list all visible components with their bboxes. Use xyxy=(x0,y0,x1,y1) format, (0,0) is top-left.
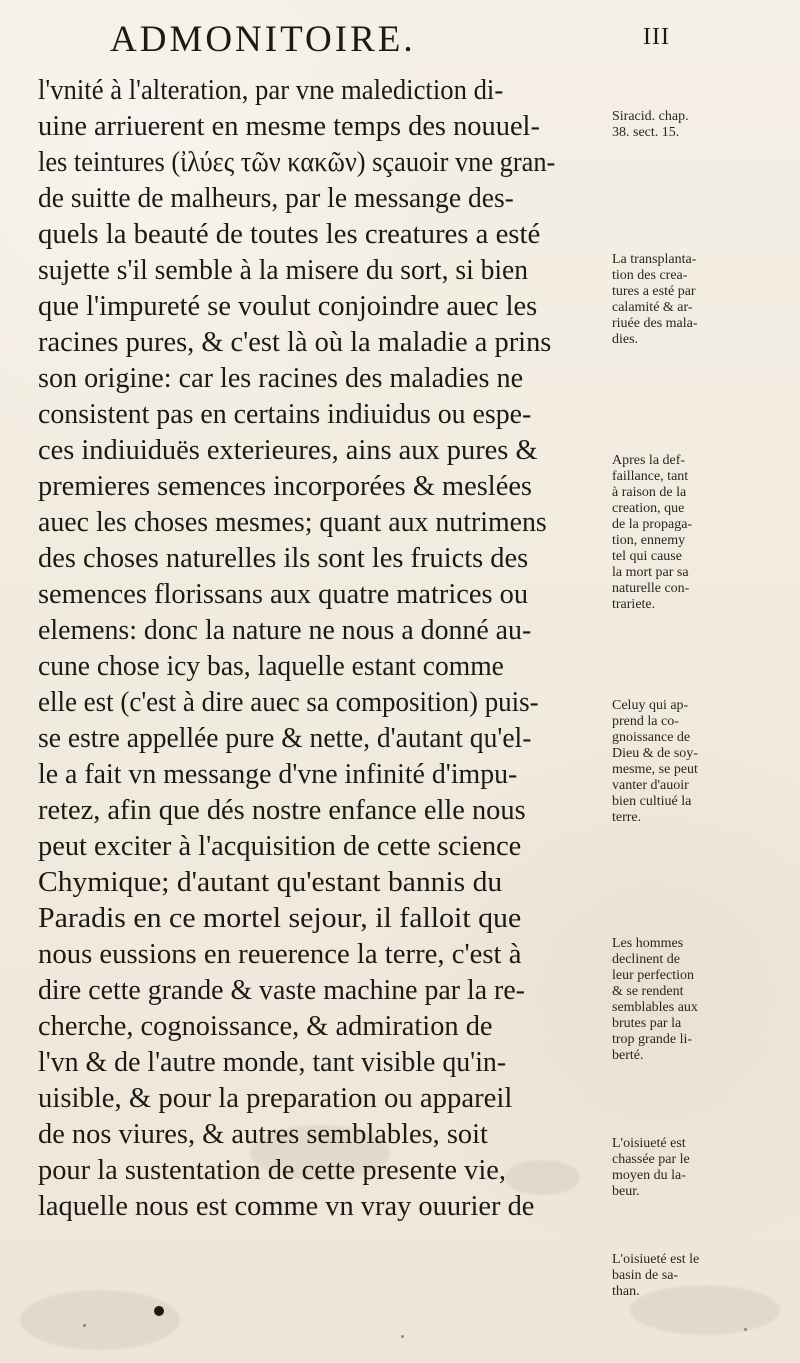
text-line: cherche, cognoissance, & admiration de xyxy=(38,1010,493,1042)
margin-note-line: de la propaga- xyxy=(612,517,693,532)
text-line: que l'impureté se voulut conjoindre auec les xyxy=(38,290,538,322)
text-line: son origine: car les racines des maladies ne xyxy=(38,362,524,394)
margin-note-line: tion, ennemy xyxy=(612,533,686,548)
margin-note-reference xyxy=(612,109,792,141)
margin-note-line: vanter d'auoir xyxy=(612,778,689,793)
margin-note-line: berté. xyxy=(612,1048,644,1063)
text-line: retez, afin que dés nostre enfance elle nous xyxy=(38,794,526,826)
paper-stain xyxy=(20,1290,180,1350)
text-line: peut exciter à l'acquisition de cette science xyxy=(38,830,522,862)
margin-note-line: leur perfection xyxy=(612,968,695,983)
margin-note-line: naturelle con- xyxy=(612,581,690,596)
text-line: auec les choses mesmes; quant aux nutrimens xyxy=(38,506,547,538)
margin-note-line: prend la co- xyxy=(612,714,679,729)
margin-note-line: L'oisiueté est xyxy=(612,1136,686,1151)
paper-speck xyxy=(744,1328,747,1331)
paper-speck xyxy=(83,1324,86,1327)
text-line: laquelle nous est comme vn vray ouurier de xyxy=(38,1190,535,1222)
text-line: cune chose icy bas, laquelle estant comme xyxy=(38,650,504,682)
margin-note-line: la mort par sa xyxy=(612,565,689,580)
margin-note-knowledge xyxy=(612,698,792,826)
margin-note-line: tion des crea- xyxy=(612,268,688,283)
text-line: elemens: donc la nature ne nous a donné au- xyxy=(38,614,532,646)
page-header xyxy=(110,18,670,60)
margin-note-line: creation, que xyxy=(612,501,685,516)
margin-note-line: terre. xyxy=(612,810,642,825)
margin-note-line: calamité & ar- xyxy=(612,300,693,315)
page-number: III xyxy=(643,24,670,50)
margin-note-line: Les hommes xyxy=(612,936,684,951)
margin-note-line: Celuy qui ap- xyxy=(612,698,689,713)
margin-note-line: La transplanta- xyxy=(612,252,697,267)
text-line: ces indiuiduës exterieures, ains aux pures & xyxy=(38,434,538,466)
paper-speck xyxy=(401,1335,404,1338)
text-line: dire cette grande & vaste machine par la re- xyxy=(38,974,525,1006)
text-line: premieres semences incorporées & meslées xyxy=(38,470,532,502)
margin-note-line: brutes par la xyxy=(612,1016,682,1031)
margin-note-line: than. xyxy=(612,1284,640,1299)
text-line: quels la beauté de toutes les creatures a esté xyxy=(38,218,541,250)
text-line: les teintures (ἰλύες τῶν κακῶν) sçauoir vne gran- xyxy=(38,146,556,178)
margin-note-line: Dieu & de soy- xyxy=(612,746,698,761)
text-line: uisible, & pour la preparation ou appareil xyxy=(38,1082,513,1114)
running-head: ADMONITOIRE. xyxy=(110,19,416,60)
text-line: l'vn & de l'autre monde, tant visible qu'in- xyxy=(38,1046,507,1078)
margin-note-line: beur. xyxy=(612,1184,640,1199)
margin-note-liberty xyxy=(612,936,792,1064)
margin-note-transplantation xyxy=(612,252,792,348)
margin-note-line: riuée des mala- xyxy=(612,316,698,331)
margin-note-idleness-satan xyxy=(612,1252,792,1300)
text-line: des choses naturelles ils sont les fruicts des xyxy=(38,542,529,574)
text-line: sujette s'il semble à la misere du sort, si bien xyxy=(38,254,529,286)
text-line: Paradis en ce mortel sejour, il falloit que xyxy=(38,902,522,934)
margin-note-line: trariete. xyxy=(612,597,656,612)
margin-note-line: Apres la def- xyxy=(612,453,686,468)
margin-note-line: tures a esté par xyxy=(612,284,696,299)
ink-blot xyxy=(154,1306,164,1316)
text-line: racines pures, & c'est là où la maladie a prins xyxy=(38,326,552,358)
text-line: uine arriuerent en mesme temps des nouuel- xyxy=(38,110,540,142)
margin-note-idleness-labor xyxy=(612,1136,792,1200)
margin-note-line: & se rendent xyxy=(612,984,684,999)
text-line: semences florissans aux quatre matrices ou xyxy=(38,578,529,610)
margin-note-line: tel qui cause xyxy=(612,549,682,564)
text-line: le a fait vn messange d'vne infinité d'impu- xyxy=(38,758,518,790)
text-line: elle est (c'est à dire auec sa composition) puis- xyxy=(38,686,539,718)
text-line: l'vnité à l'alteration, par vne malediction di- xyxy=(38,74,504,106)
margin-note-line: faillance, tant xyxy=(612,469,689,484)
text-line: pour la sustentation de cette presente vie, xyxy=(38,1154,506,1186)
margin-note-line: Siracid. chap. xyxy=(612,109,689,124)
margin-note-line: bien cultiué la xyxy=(612,794,692,809)
text-line: se estre appellée pure & nette, d'autant qu'el- xyxy=(38,722,532,754)
margin-note-line: gnoissance de xyxy=(612,730,691,745)
margin-note-line: semblables aux xyxy=(612,1000,698,1015)
margin-note-line: declinent de xyxy=(612,952,681,967)
text-line: consistent pas en certains indiuidus ou espe- xyxy=(38,398,532,430)
margin-note-line: mesme, se peut xyxy=(612,762,698,777)
text-line: de suitte de malheurs, par le messange des- xyxy=(38,182,514,214)
text-line: nous eussions en reuerence la terre, c'est à xyxy=(38,938,522,970)
margin-note-line: basin de sa- xyxy=(612,1268,679,1283)
margin-note-after-failure xyxy=(612,453,792,613)
margin-note-line: dies. xyxy=(612,332,639,347)
text-line: de nos viures, & autres semblables, soit xyxy=(38,1118,488,1150)
margin-note-line: moyen du la- xyxy=(612,1168,686,1183)
margin-note-line: à raison de la xyxy=(612,485,687,500)
text-line: Chymique; d'autant qu'estant bannis du xyxy=(38,866,503,898)
margin-note-line: 38. sect. 15. xyxy=(612,125,680,140)
margin-note-line: L'oisiueté est le xyxy=(612,1252,700,1267)
margin-note-line: chassée par le xyxy=(612,1152,690,1167)
margin-note-line: trop grande li- xyxy=(612,1032,693,1047)
